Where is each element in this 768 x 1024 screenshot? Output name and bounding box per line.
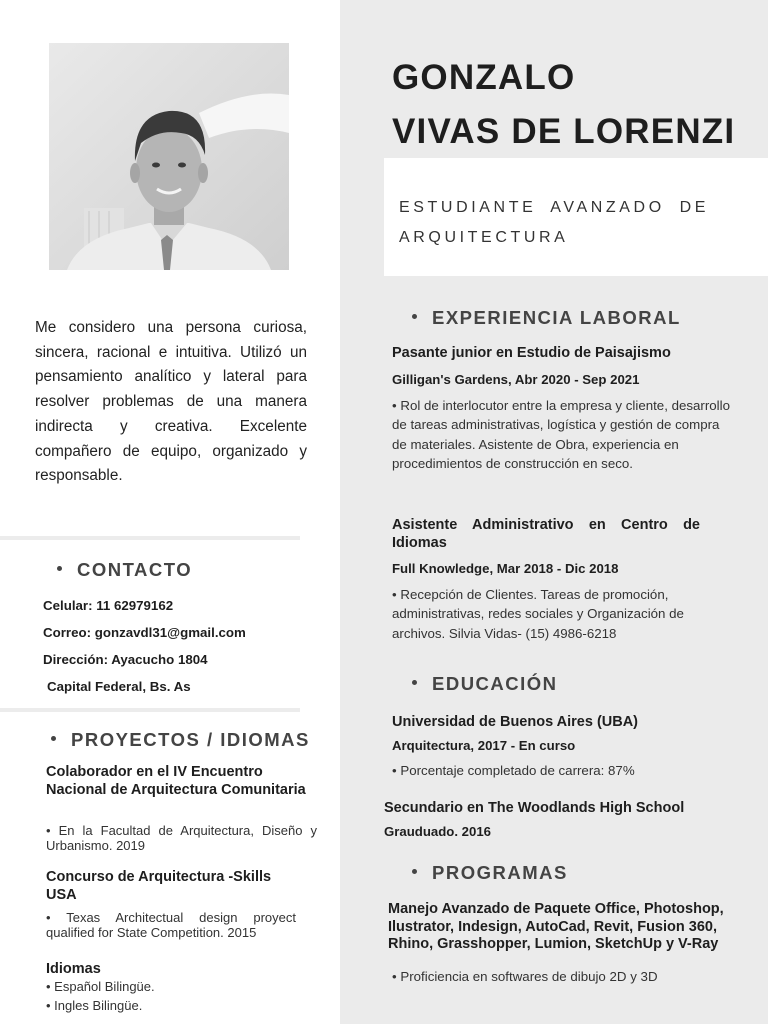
profile-summary: Me considero una persona curiosa, sincera, racional e intuitiva. Utilizó un pensamiento analítico y lateral para resolver problemas de una manera indirecta y creativa. Excelente compañero de equipo, organizado y responsable. [35,319,307,485]
divider [0,536,300,540]
education-degree: Grauduado. 2016 [384,824,492,839]
contact-email: Correo: gonzavdl31@gmail.com [43,625,246,640]
language-item: • Ingles Bilingüe. [46,998,143,1013]
experience-heading-label: EXPERIENCIA LABORAL [432,307,681,328]
software-note: • Proficiencia en softwares de dibujo 2D y 3D [392,969,658,984]
bullet-icon [412,680,417,685]
education-degree: Arquitectura, 2017 - En curso [392,738,576,753]
job-title: Pasante junior en Estudio de Paisajismo [392,345,671,361]
contact-city: Capital Federal, Bs. As [47,679,191,694]
bullet-icon [412,314,417,319]
software-heading [412,862,568,884]
software-skills: Manejo Avanzado de Paquete Office, Photoshop, Ilustrator, Indesign, AutoCad, Revit, Fusion 360, Rhino, Grasshopper, Lumion, SketchUp y V-Ray [388,901,724,952]
job-title: Asistente Administrativo en Centro de Idiomas [392,517,700,551]
contact-phone: Celular: 11 62979162 [43,598,174,613]
education-school: Secundario en The Woodlands High School [384,800,685,816]
contact-address: Dirección: Ayacucho 1804 [43,652,208,667]
projects-heading [51,729,310,751]
education-heading [412,673,558,695]
projects-heading-label: PROYECTOS / IDIOMAS [71,729,310,750]
languages-heading: Idiomas [46,961,101,977]
name-last: VIVAS DE LORENZI [392,112,736,151]
job-company: Full Knowledge, Mar 2018 - Dic 2018 [392,561,619,576]
role-title: ESTUDIANTE AVANZADO DE ARQUITECTURA [399,199,709,246]
experience-heading [412,307,681,329]
language-item: • Español Bilingüe. [46,979,155,994]
contact-heading-label: CONTACTO [77,559,193,580]
project-detail: • Texas Architectual design proyect qualified for State Competition. 2015 [46,910,296,940]
job-company: Gilligan's Gardens, Abr 2020 - Sep 2021 [392,372,640,387]
project-detail: • En la Facultad de Arquitectura, Diseño y Urbanismo. 2019 [46,823,317,853]
project-title: Colaborador en el IV Encuentro Nacional de Arquitectura Comunitaria [46,764,306,798]
software-heading-label: PROGRAMAS [432,862,568,883]
education-note: • Porcentaje completado de carrera: 87% [392,763,635,778]
education-heading-label: EDUCACIÓN [432,673,558,694]
name-first: GONZALO [392,58,576,97]
bullet-icon [57,566,62,571]
bullet-icon [412,869,417,874]
job-description: • Recepción de Clientes. Tareas de promoción, administrativas, redes sociales y Organización de archivos. Silvia Vidas- (15) 4986-6218 [392,587,684,641]
job-description: • Rol de interlocutor entre la empresa y cliente, desarrollo de tareas administrativas, logística y gestión de compra de materiales. Asistente de Obra, experiencia en procedimientos de construcción en seco. [392,398,730,471]
education-school: Universidad de Buenos Aires (UBA) [392,714,639,730]
bullet-icon [51,736,56,741]
contact-heading [57,559,192,581]
profile-photo [49,43,289,270]
project-title: Concurso de Arquitectura -Skills USA [46,869,272,903]
divider [0,708,300,712]
